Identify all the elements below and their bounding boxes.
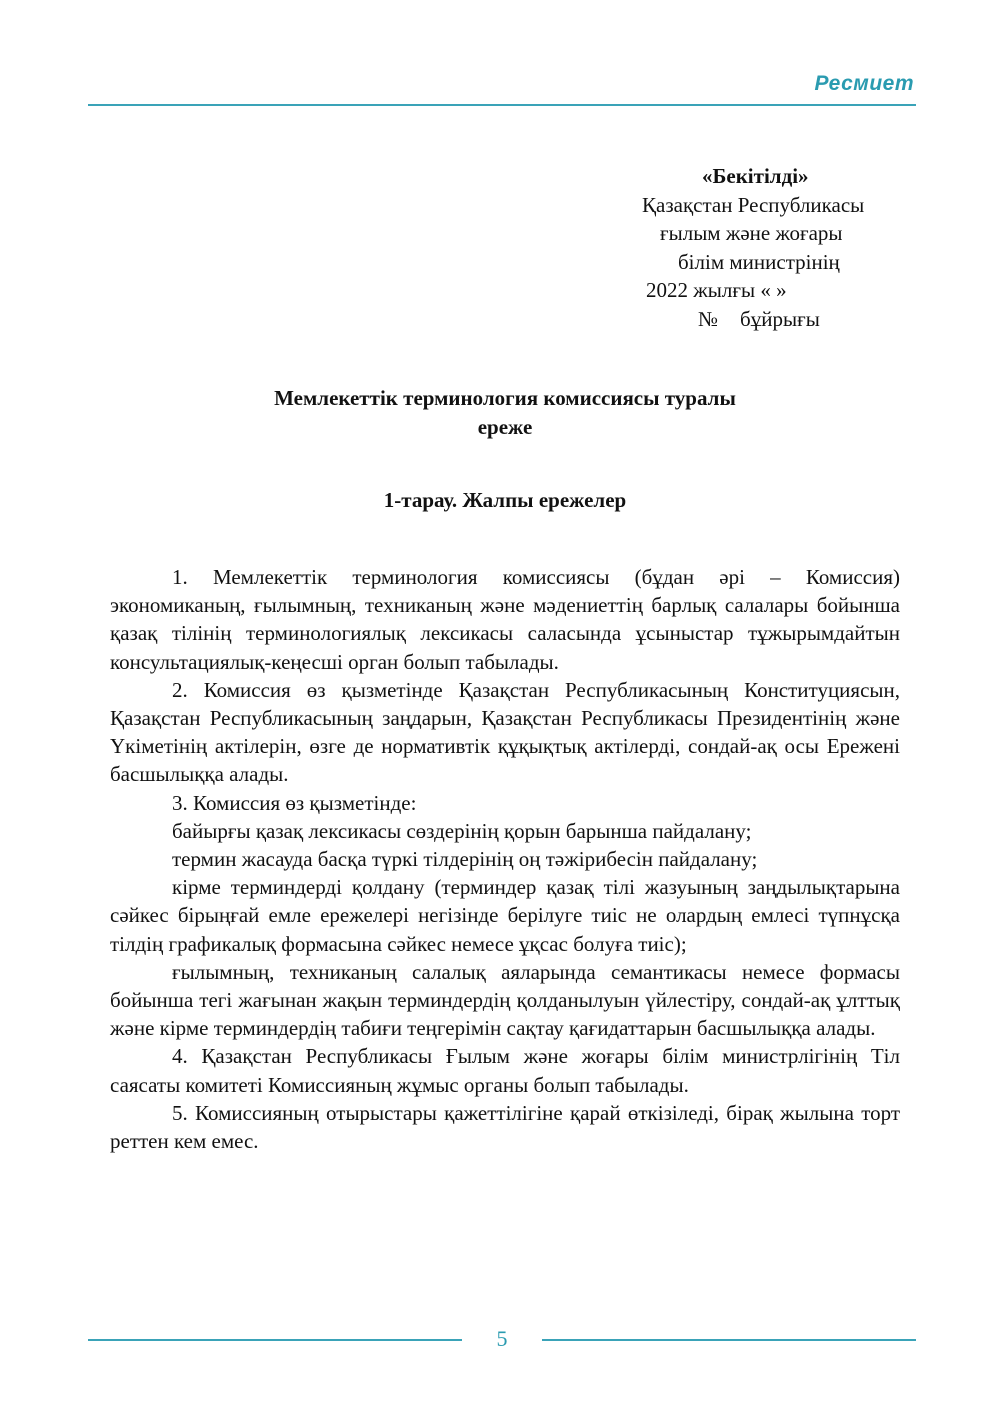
paragraph-2: 2. Комиссия өз қызметінде Қазақстан Республикасының Конституциясын, Қазақстан Республикасының заңдарын, Қазақстан Республикасы Президентінің және Үкіметінің актілерін, өзге де нормативтік құқықтық актілерді, сондай-ақ осы Ережені басшылыққа алады. <box>110 677 900 787</box>
approval-line-ministry-2: білім министрінің <box>678 249 840 274</box>
running-header-title: Ресмиет <box>814 72 914 95</box>
paragraph-3-item-2: термин жасауда басқа түркі тілдерінің оң тәжірибесін пайдалану; <box>172 847 758 872</box>
footer-divider-left <box>88 1339 462 1341</box>
paragraph-4: 4. Қазақстан Республикасы Ғылым және жоғары білім министрлігінің Тіл саясаты комитеті Комиссияның жұмыс органы болып табылады. <box>110 1044 900 1097</box>
document-title-line-1: Мемлекеттік терминология комиссиясы туралы <box>274 386 736 410</box>
document-title <box>110 384 900 442</box>
document-title-line-2: ереже <box>477 415 533 439</box>
approval-heading: «Бекітілді» <box>702 164 809 188</box>
approval-line-ministry-1: ғылым және жоғары <box>660 221 843 245</box>
paragraph-3-item-4: ғылымның, техниканың салалық аяларында семантикасы немесе формасы бойынша тегі жағынан жақын терминдердің қолданылуын үйлестіру, сондай-ақ ұлттық және кірме терминдердің табиғи теңгерімін сақтау қағидаттарын басшылыққа алады. <box>110 959 900 1041</box>
paragraph-3-item-3: кірме терминдерді қолдану (терминдер қазақ тілі жазуының заңдылықтарына сәйкес бірыңғай емле ережелері негізінде берілуге тиіс не олардың емлесі түпнұсқа тілдің графикалық формасына сәйкес немесе ұқсас болуға тиіс); <box>110 875 900 956</box>
document-body <box>110 563 900 1155</box>
approval-stamp-block <box>630 162 920 333</box>
chapter-title: 1-тарау. Жалпы ережелер <box>383 488 627 512</box>
order-label: бұйрығы <box>740 306 820 331</box>
order-number-sign: № <box>698 306 719 331</box>
paragraph-5: 5. Комиссияның отырыстары қажеттілігіне қарай өткізіледі, бірақ жылына торт реттен кем емес. <box>110 1100 900 1154</box>
page-number: 5 <box>496 1326 508 1351</box>
paragraph-3: 3. Комиссия өз қызметінде: <box>172 790 417 815</box>
paragraph-1: 1. Мемлекеттік терминология комиссиясы (бұдан әрі – Комиссия) экономиканың, ғылымның, техниканың және мәдениеттің барлық салалары бойынша қазақ тілінің терминологиялық лексикасы саласында ұсыныстар тұжырымдайтын консультациялық-кеңесші орган болып табылады. <box>110 565 900 674</box>
approval-line-order <box>630 305 920 334</box>
approval-line-country: Қазақстан Республикасы <box>642 192 865 217</box>
footer-divider-right <box>542 1339 916 1341</box>
paragraph-3-item-1: байырғы қазақ лексикасы сөздерінің қорын барынша пайдалану; <box>172 818 752 843</box>
header-divider <box>88 104 916 106</box>
approval-line-date: 2022 жылғы « » <box>646 278 787 302</box>
